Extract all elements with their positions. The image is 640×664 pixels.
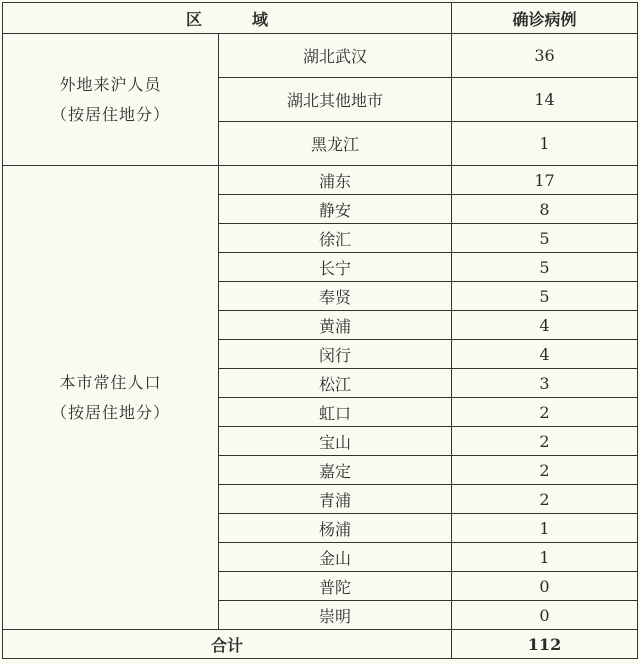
region-cell: 松江 xyxy=(219,369,452,398)
group-title: 外地来沪人员 xyxy=(59,74,162,94)
region-cell: 普陀 xyxy=(219,572,452,601)
region-cell: 徐汇 xyxy=(219,224,452,253)
region-cell: 奉贤 xyxy=(219,282,452,311)
region-cell: 金山 xyxy=(219,543,452,572)
region-cell: 崇明 xyxy=(219,601,452,630)
region-cell: 湖北武汉 xyxy=(219,34,452,78)
group-note: （按居住地分） xyxy=(50,104,170,124)
region-cell: 黑龙江 xyxy=(219,122,452,166)
region-cell: 闵行 xyxy=(219,340,452,369)
cases-cell: 5 xyxy=(452,253,638,282)
header-row xyxy=(3,3,638,34)
cases-cell: 0 xyxy=(452,601,638,630)
total-row xyxy=(3,630,638,659)
cases-cell: 36 xyxy=(452,34,638,78)
cases-cell: 1 xyxy=(452,514,638,543)
total-label: 合计 xyxy=(3,630,452,659)
cases-cell: 17 xyxy=(452,166,638,195)
region-cell: 宝山 xyxy=(219,427,452,456)
area-header-char-1: 区 xyxy=(185,9,202,29)
cases-table xyxy=(2,2,638,659)
region-cell: 青浦 xyxy=(219,485,452,514)
cases-cell: 1 xyxy=(452,122,638,166)
cases-cell: 5 xyxy=(452,282,638,311)
cases-cell: 4 xyxy=(452,311,638,340)
area-header-char-2: 域 xyxy=(252,9,269,29)
cases-cell: 2 xyxy=(452,456,638,485)
cases-cell: 2 xyxy=(452,398,638,427)
cases-cell: 2 xyxy=(452,485,638,514)
region-cell: 杨浦 xyxy=(219,514,452,543)
cases-cell: 3 xyxy=(452,369,638,398)
cases-cell: 0 xyxy=(452,572,638,601)
group-label-nonlocal xyxy=(3,34,219,166)
table-row xyxy=(3,166,638,195)
cases-cell: 2 xyxy=(452,427,638,456)
cases-header: 确诊病例 xyxy=(452,3,638,34)
cases-cell: 1 xyxy=(452,543,638,572)
region-cell: 嘉定 xyxy=(219,456,452,485)
cases-cell: 4 xyxy=(452,340,638,369)
group-label-resident xyxy=(3,166,219,630)
area-header xyxy=(3,3,452,34)
cases-cell: 8 xyxy=(452,195,638,224)
region-cell: 虹口 xyxy=(219,398,452,427)
group-note: （按居住地分） xyxy=(50,402,170,422)
cases-cell: 14 xyxy=(452,78,638,122)
group-title: 本市常住人口 xyxy=(59,372,162,392)
table-row xyxy=(3,34,638,78)
region-cell: 长宁 xyxy=(219,253,452,282)
region-cell: 湖北其他地市 xyxy=(219,78,452,122)
region-cell: 静安 xyxy=(219,195,452,224)
total-cases: 112 xyxy=(452,630,638,659)
region-cell: 黄浦 xyxy=(219,311,452,340)
region-cell: 浦东 xyxy=(219,166,452,195)
cases-cell: 5 xyxy=(452,224,638,253)
